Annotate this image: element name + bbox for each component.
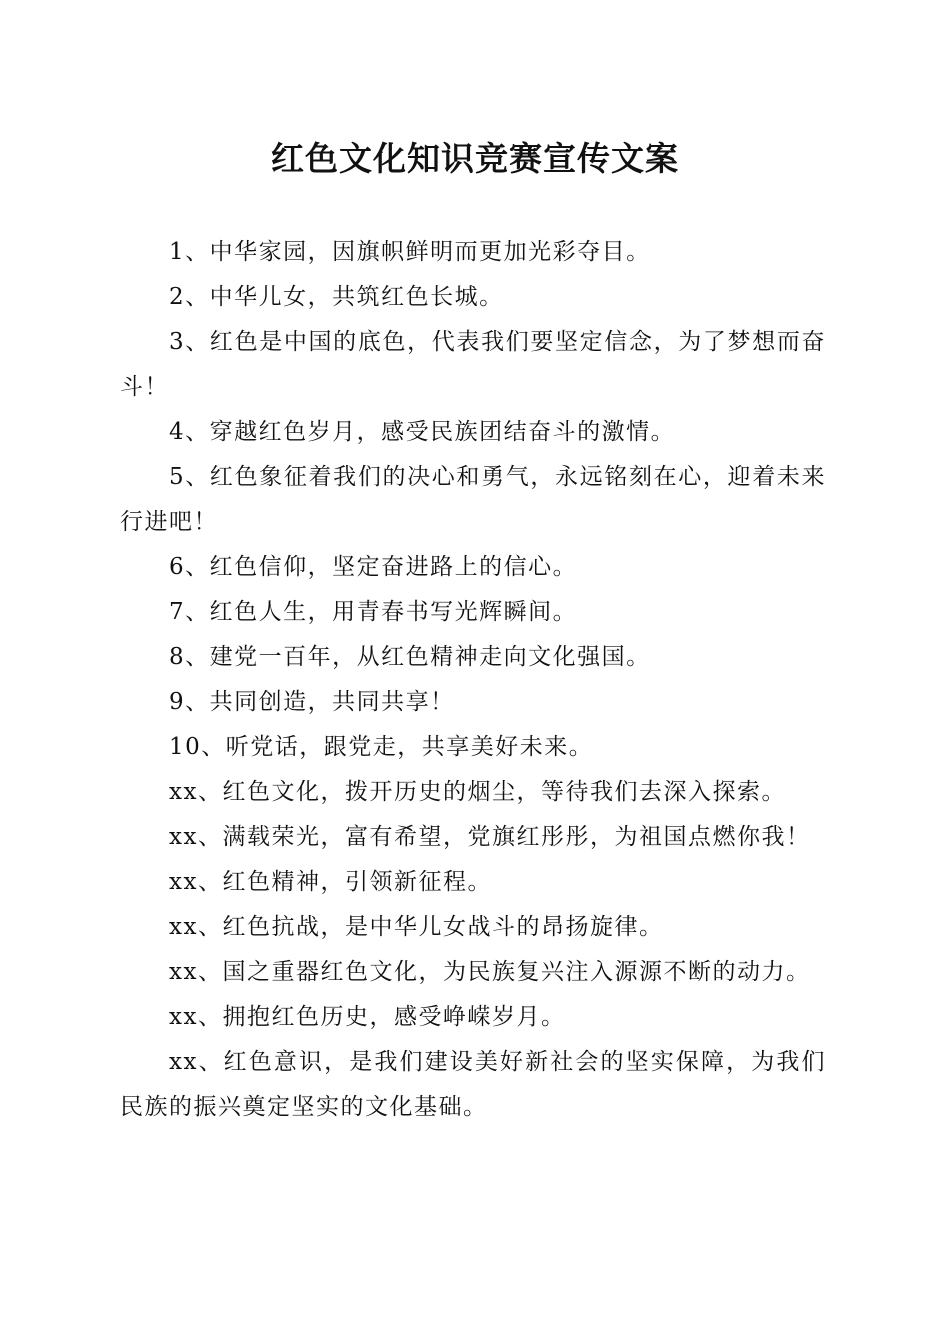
- paragraph-5: 5、红色象征着我们的决心和勇气，永远铭刻在心，迎着未来行进吧！: [120, 464, 826, 535]
- document-title: 红色文化知识竞赛宣传文案: [271, 139, 679, 178]
- document-body: [120, 230, 826, 1130]
- paragraph-3: 3、红色是中国的底色，代表我们要坚定信念，为了梦想而奋斗！: [120, 329, 826, 400]
- paragraph-1: 1、中华家园，因旗帜鲜明而更加光彩夺目。: [169, 239, 651, 265]
- paragraph-9: 9、共同创造，共同共享！: [169, 689, 455, 715]
- paragraph-4: 4、穿越红色岁月，感受民族团结奋斗的激情。: [169, 419, 676, 445]
- paragraph-16: xx、拥抱红色历史，感受峥嵘岁月。: [169, 1004, 566, 1030]
- paragraph-12: xx、满载荣光，富有希望，党旗红彤彤，为祖国点燃你我！: [169, 824, 811, 850]
- paragraph-6: 6、红色信仰，坚定奋进路上的信心。: [169, 554, 578, 580]
- paragraph-13: xx、红色精神，引领新征程。: [169, 869, 492, 895]
- paragraph-17: xx、红色意识，是我们建设美好新社会的坚实保障，为我们民族的振兴奠定坚实的文化基础。: [120, 1049, 826, 1120]
- paragraph-14: xx、红色抗战，是中华儿女战斗的昂扬旋律。: [169, 914, 664, 940]
- paragraph-8: 8、建党一百年，从红色精神走向文化强国。: [169, 644, 651, 670]
- paragraph-10: 10、听党话，跟党走，共享美好未来。: [169, 734, 594, 760]
- paragraph-15: xx、国之重器红色文化，为民族复兴注入源源不断的动力。: [169, 959, 811, 985]
- paragraph-11: xx、红色文化，拨开历史的烟尘，等待我们去深入探索。: [169, 779, 786, 805]
- paragraph-7: 7、红色人生，用青春书写光辉瞬间。: [169, 599, 578, 625]
- paragraph-2: 2、中华儿女，共筑红色长城。: [169, 284, 504, 310]
